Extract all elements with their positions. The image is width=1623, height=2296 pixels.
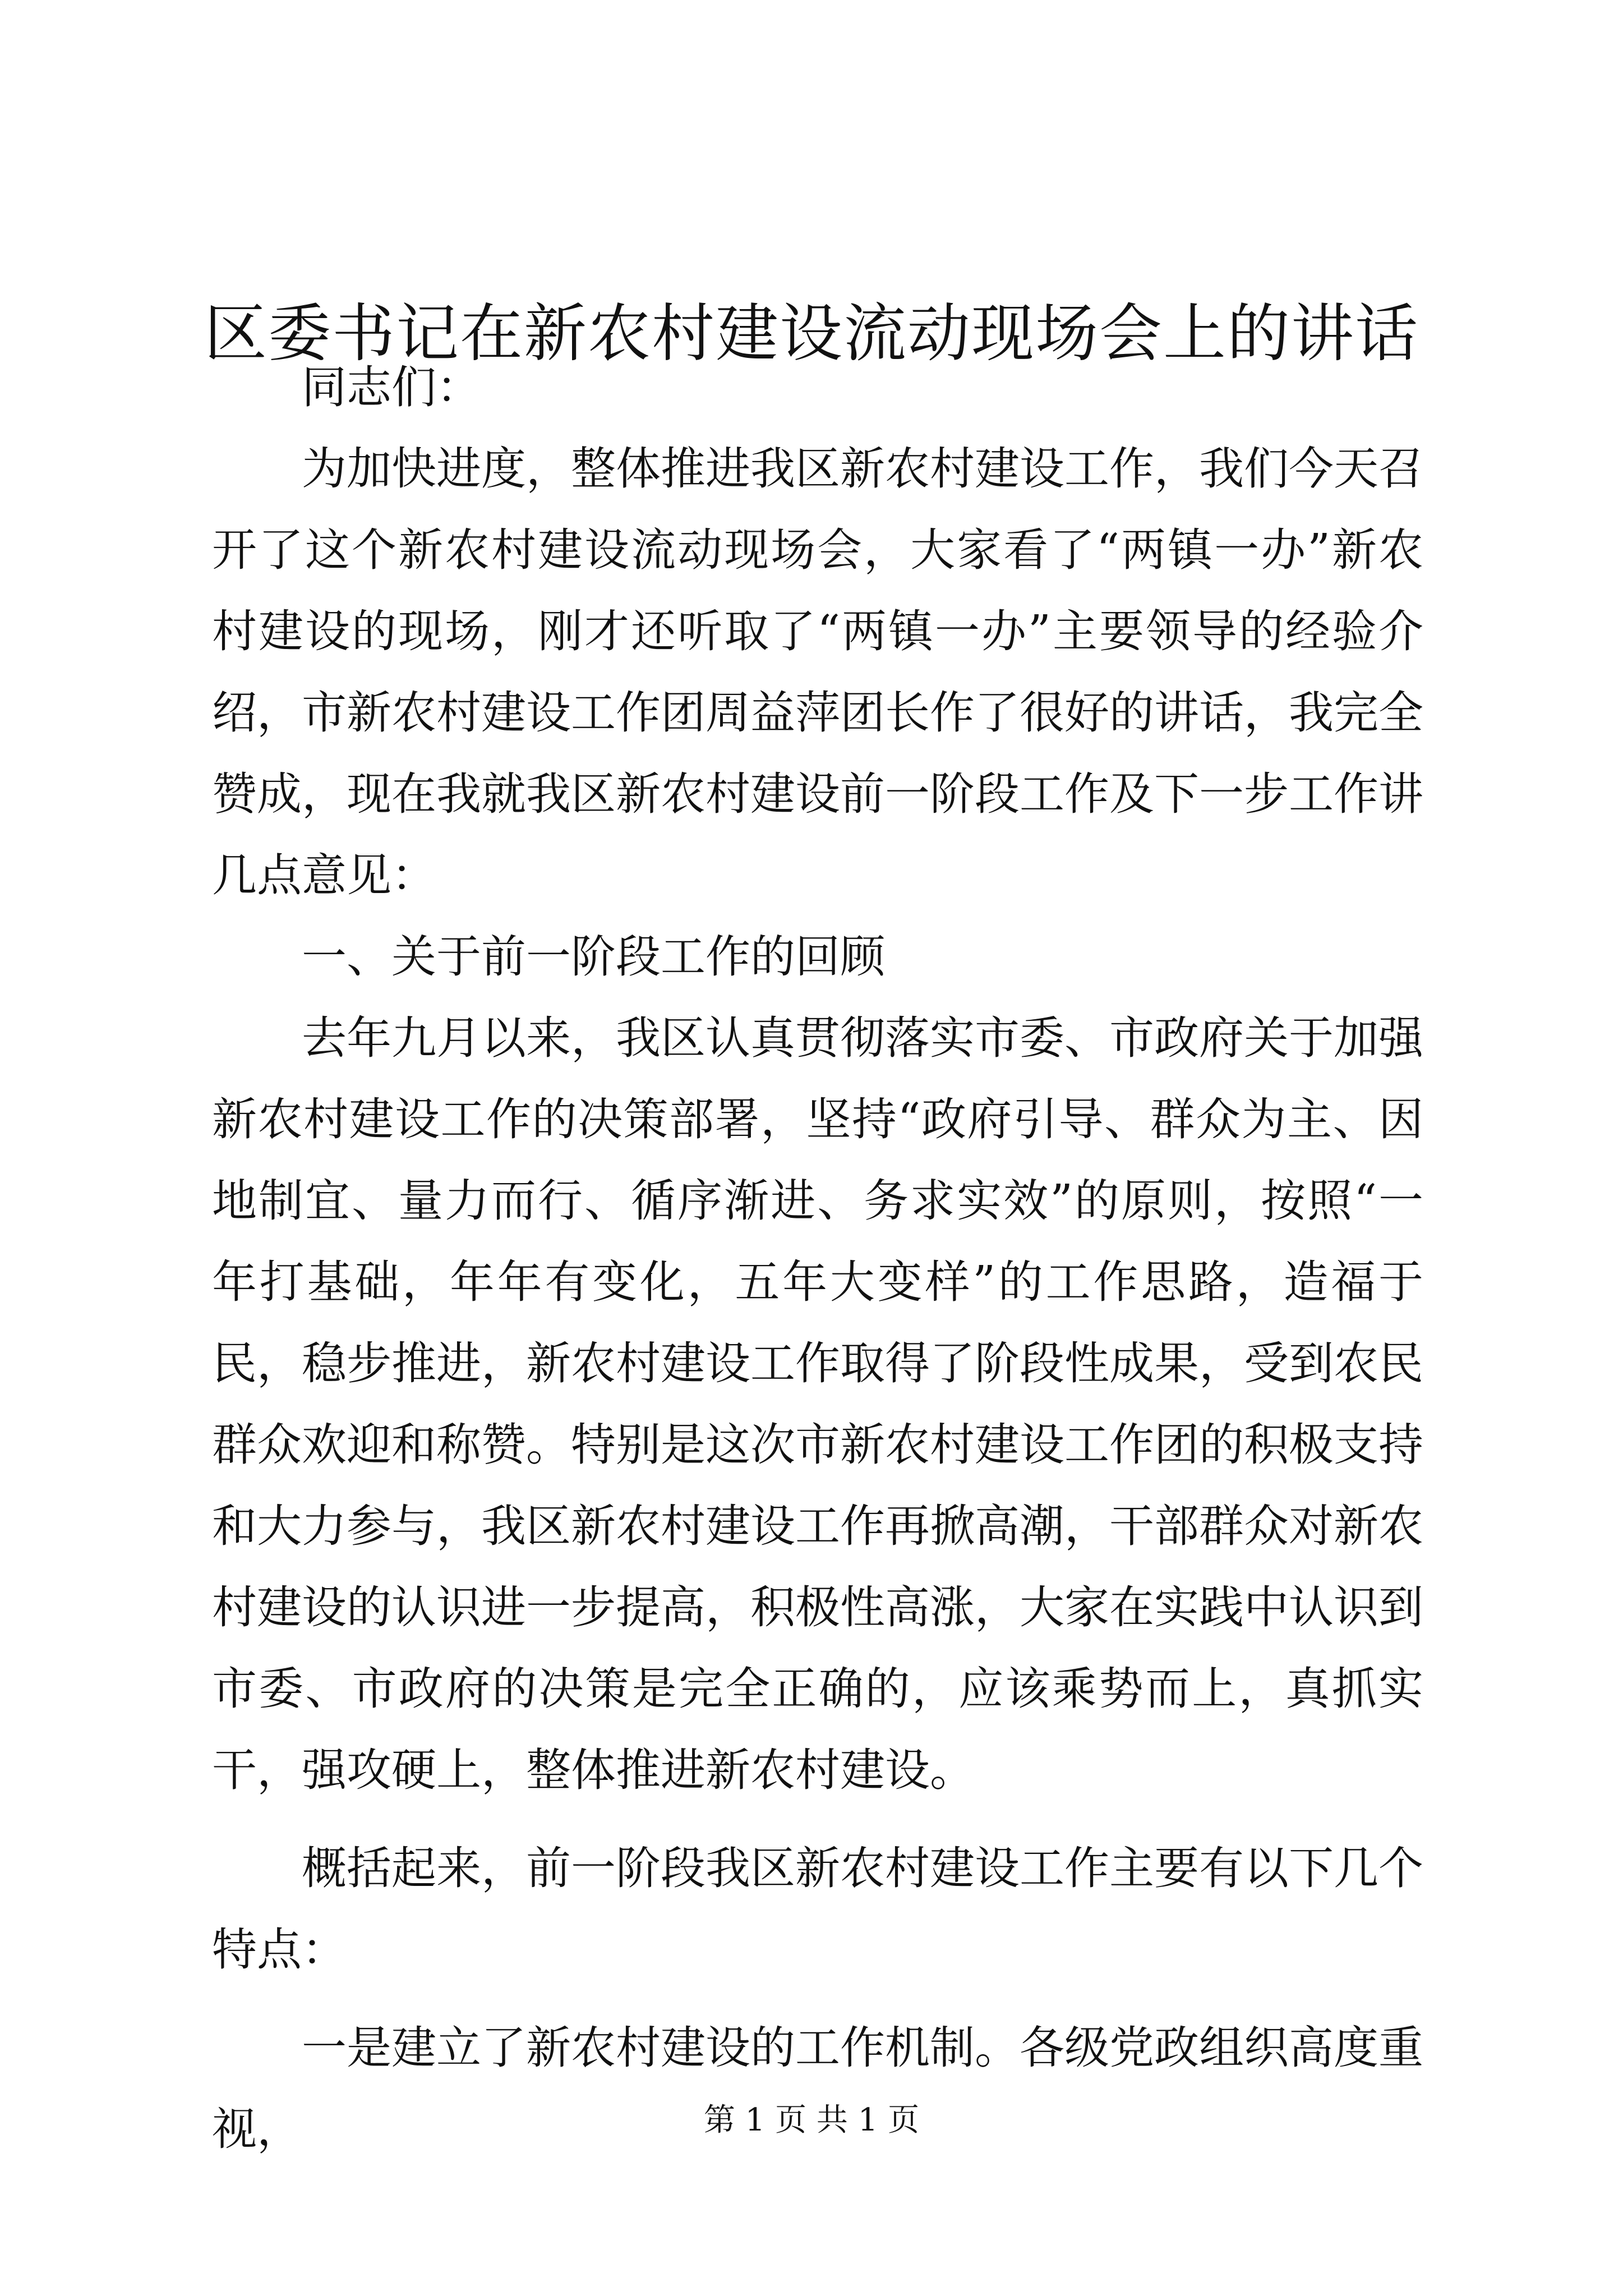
document-body	[212, 347, 1423, 2170]
body-paragraph: 一是建立了新农村建设的工作机制。各级党政组织高度重视，	[212, 2022, 1423, 2155]
section-heading: 一、关于前一阶段工作的回顾	[302, 931, 885, 983]
page-number: 第 1 页 共 1 页	[703, 2102, 920, 2138]
greeting-paragraph: 同志们：	[302, 361, 481, 413]
document-title: 区委书记在新农村建设流动现场会上的讲话	[204, 297, 1419, 370]
body-paragraph: 去年九月以来，我区认真贯彻落实市委、市政府关于加强新农村建设工作的决策部署，坚持“政府引导、群众为主、因地制宜、量力而行、循序渐进、务求实效”的原则，按照“一年打基础，年年有变化，五年大变样”的工作思路，造福于民，稳步推进，新农村建设工作取得了阶段性成果，受到农民群众欢迎和称赞。特别是这次市新农村建设工作团的积极支持和大力参与，我区新农村建设工作再掀高潮，干部群众对新农村建设的认识进一步提高，积极性高涨，大家在实践中认识到市委、市政府的决策是完全正确的，应该乘势而上，真抓实干，强攻硬上，整体推进新农村建设。	[212, 1012, 1423, 1796]
body-paragraph: 为加快进度，整体推进我区新农村建设工作，我们今天召开了这个新农村建设流动现场会，大家看了“两镇一办”新农村建设的现场，刚才还听取了“两镇一办”主要领导的经验介绍，市新农村建设工作团周益萍团长作了很好的讲话，我完全赞成，现在我就我区新农村建设前一阶段工作及下一步工作讲几点意见：	[212, 443, 1423, 901]
body-paragraph: 概括起来，前一阶段我区新农村建设工作主要有以下几个特点：	[212, 1842, 1423, 1976]
